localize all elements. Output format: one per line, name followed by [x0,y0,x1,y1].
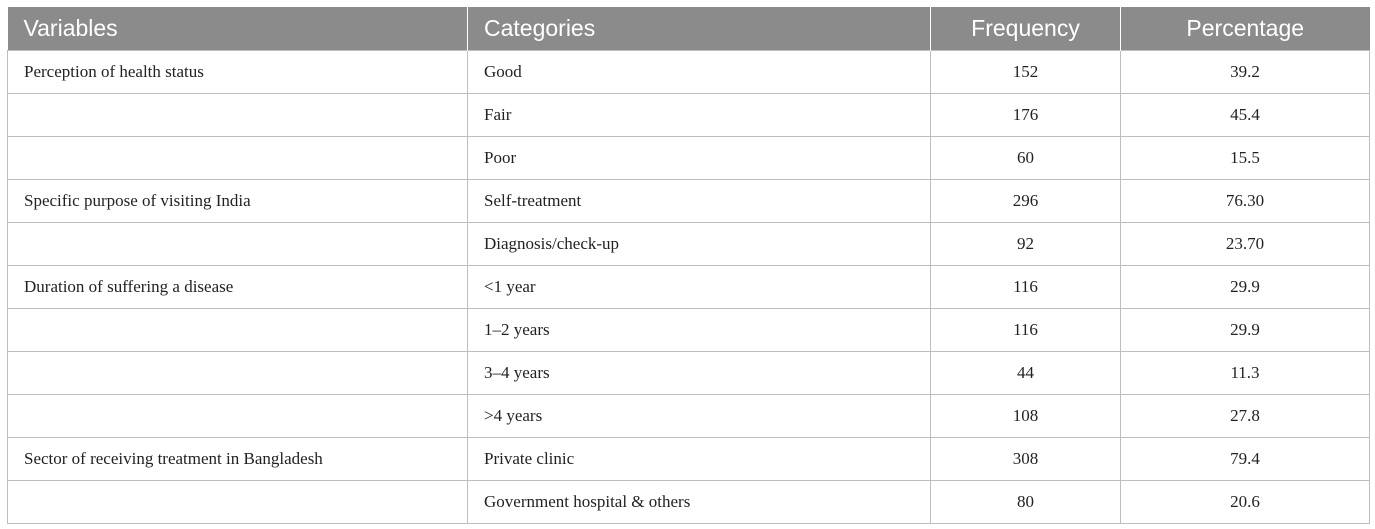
cell-category: Fair [468,94,931,137]
cell-percentage: 29.9 [1121,266,1370,309]
cell-frequency: 80 [931,481,1121,524]
cell-percentage: 45.4 [1121,94,1370,137]
table-row [8,438,1370,481]
cell-frequency: 108 [931,395,1121,438]
table-body [8,51,1370,524]
cell-category: Private clinic [468,438,931,481]
cell-category: <1 year [468,266,931,309]
cell-frequency: 92 [931,223,1121,266]
cell-category: Good [468,51,931,94]
cell-variable [8,481,468,524]
cell-frequency: 116 [931,266,1121,309]
cell-percentage: 79.4 [1121,438,1370,481]
cell-variable [8,137,468,180]
header-frequency: Frequency [931,7,1121,51]
table-row [8,51,1370,94]
table-row [8,223,1370,266]
cell-percentage: 29.9 [1121,309,1370,352]
cell-variable: Specific purpose of visiting India [8,180,468,223]
cell-frequency: 116 [931,309,1121,352]
cell-variable: Duration of suffering a disease [8,266,468,309]
cell-frequency: 308 [931,438,1121,481]
cell-frequency: 152 [931,51,1121,94]
cell-category: 3–4 years [468,352,931,395]
header-row [8,7,1370,51]
cell-variable [8,94,468,137]
cell-percentage: 76.30 [1121,180,1370,223]
cell-category: Poor [468,137,931,180]
cell-category: Government hospital & others [468,481,931,524]
table-row [8,94,1370,137]
cell-frequency: 44 [931,352,1121,395]
table-row [8,481,1370,524]
cell-variable [8,352,468,395]
table-row [8,352,1370,395]
cell-variable: Sector of receiving treatment in Bangladesh [8,438,468,481]
table-row [8,180,1370,223]
cell-percentage: 20.6 [1121,481,1370,524]
cell-frequency: 176 [931,94,1121,137]
table-row [8,266,1370,309]
cell-category: 1–2 years [468,309,931,352]
cell-variable [8,309,468,352]
cell-frequency: 60 [931,137,1121,180]
header-categories: Categories [468,7,931,51]
cell-frequency: 296 [931,180,1121,223]
cell-percentage: 15.5 [1121,137,1370,180]
table-header [8,7,1370,51]
cell-variable [8,223,468,266]
cell-variable [8,395,468,438]
cell-category: >4 years [468,395,931,438]
cell-percentage: 39.2 [1121,51,1370,94]
header-percentage: Percentage [1121,7,1370,51]
table-row [8,137,1370,180]
cell-percentage: 11.3 [1121,352,1370,395]
table-row [8,309,1370,352]
cell-category: Self-treatment [468,180,931,223]
cell-percentage: 23.70 [1121,223,1370,266]
cell-variable: Perception of health status [8,51,468,94]
cell-percentage: 27.8 [1121,395,1370,438]
cell-category: Diagnosis/check-up [468,223,931,266]
table-row [8,395,1370,438]
header-variables: Variables [8,7,468,51]
data-table-container [7,7,1369,524]
data-table [7,7,1370,524]
